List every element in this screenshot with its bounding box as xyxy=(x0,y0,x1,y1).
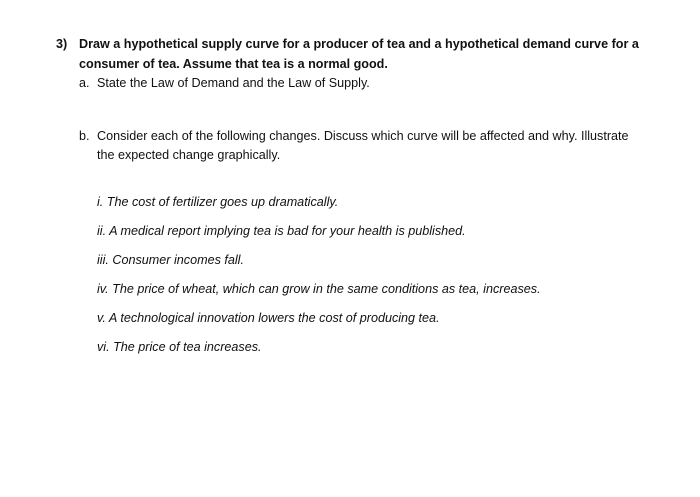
part-a-text: State the Law of Demand and the Law of Supply. xyxy=(97,76,370,90)
list-item: ii. A medical report implying tea is bad for your health is published. xyxy=(97,224,466,238)
part-a-marker: a. xyxy=(79,76,90,90)
part-b-text-line-2: the expected change graphically. xyxy=(97,148,281,162)
part-b-text-line-1: Consider each of the following changes. Discuss which curve will be affected and why. Illustrate xyxy=(97,129,629,143)
list-item: v. A technological innovation lowers the cost of producing tea. xyxy=(97,311,440,325)
list-item: i. The cost of fertilizer goes up dramatically. xyxy=(97,195,339,209)
part-b-marker: b. xyxy=(79,129,90,143)
question-number: 3) xyxy=(56,37,68,51)
list-item: iii. Consumer incomes fall. xyxy=(97,253,244,267)
list-item: vi. The price of tea increases. xyxy=(97,340,262,354)
list-item: iv. The price of wheat, which can grow in the same conditions as tea, increases. xyxy=(97,282,541,296)
question-text-line-1: Draw a hypothetical supply curve for a producer of tea and a hypothetical demand curve for a xyxy=(79,37,639,51)
question-text-line-2: consumer of tea. Assume that tea is a normal good. xyxy=(79,57,388,71)
